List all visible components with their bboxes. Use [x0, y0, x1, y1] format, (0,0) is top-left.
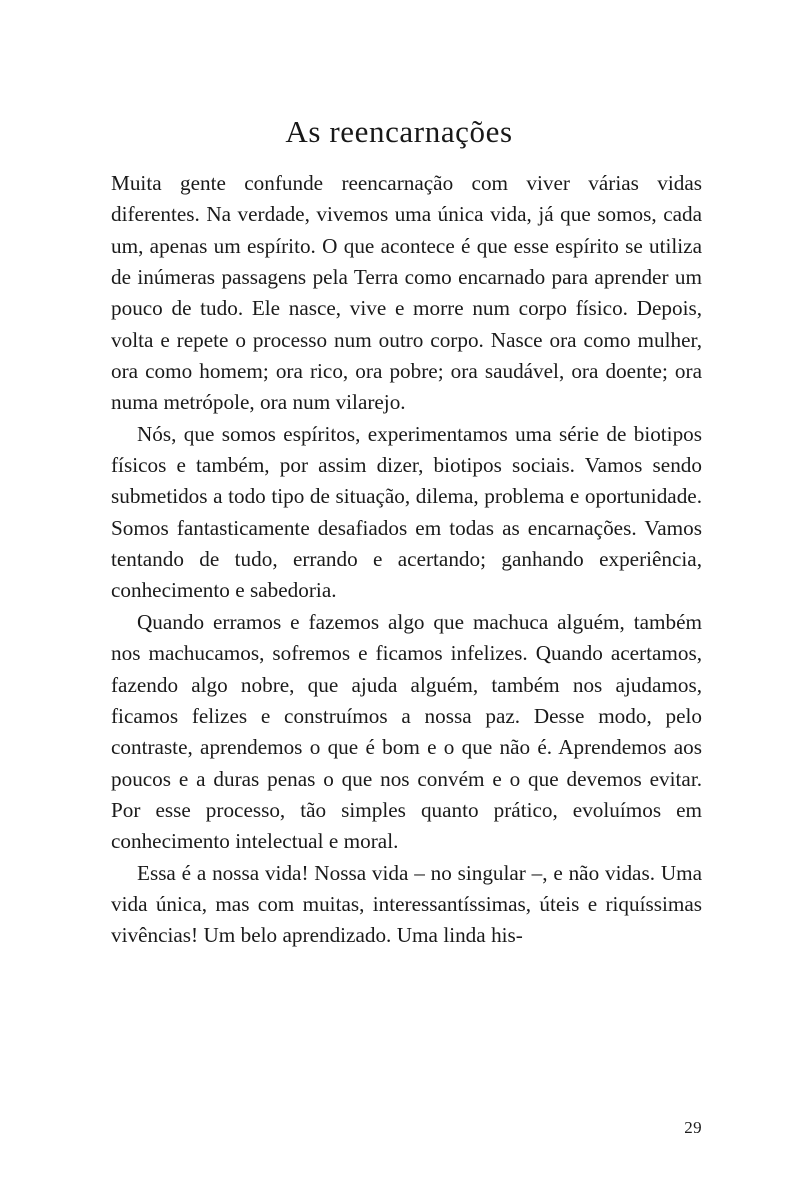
- page-number: 29: [684, 1118, 702, 1137]
- paragraph-4: Essa é a nossa vida! Nossa vida – no singular –, e não vidas. Uma vida única, mas com muitas, interessantíssimas, úteis e riquíssimas vivências! Um belo aprendizado. Uma linda his-: [111, 860, 702, 948]
- body-text-block: [111, 168, 702, 952]
- page-title: As reencarnações: [285, 113, 513, 149]
- paragraph-3: Quando erramos e fazemos algo que machuca alguém, também nos machucamos, sofremos e ficamos infelizes. Quando acertamos, fazendo algo nobre, que ajuda alguém, também nos ajudamos, ficamos felizes e construímos a nossa paz. Desse modo, pelo contraste, aprendemos o que é bom e o que não é. Aprendemos aos poucos e a duras penas o que nos convém e o que devemos evitar. Por esse processo, tão simples quanto prático, evoluímos em conhecimento intelectual e moral.: [111, 609, 702, 854]
- paragraph-2: Nós, que somos espíritos, experimentamos uma série de biotipos físicos e também, por assim dizer, biotipos sociais. Vamos sendo submetidos a todo tipo de situação, dilema, problema e oportunidade. Somos fantasticamente desafiados em todas as encarnações. Vamos tentando de tudo, errando e acertando; ganhando experiência, conhecimento e sabedoria.: [111, 421, 702, 603]
- paragraph-1: Muita gente confunde reencarnação com viver várias vidas diferentes. Na verdade, vivemos uma única vida, já que somos, cada um, apenas um espírito. O que acontece é que esse espírito se utiliza de inúmeras passagens pela Terra como encarnado para aprender um pouco de tudo. Ele nasce, vive e morre num corpo físico. Depois, volta e repete o processo num outro corpo. Nasce ora como mulher, ora como homem; ora rico, ora pobre; ora saudável, ora doente; ora numa metrópole, ora num vilarejo.: [111, 171, 702, 415]
